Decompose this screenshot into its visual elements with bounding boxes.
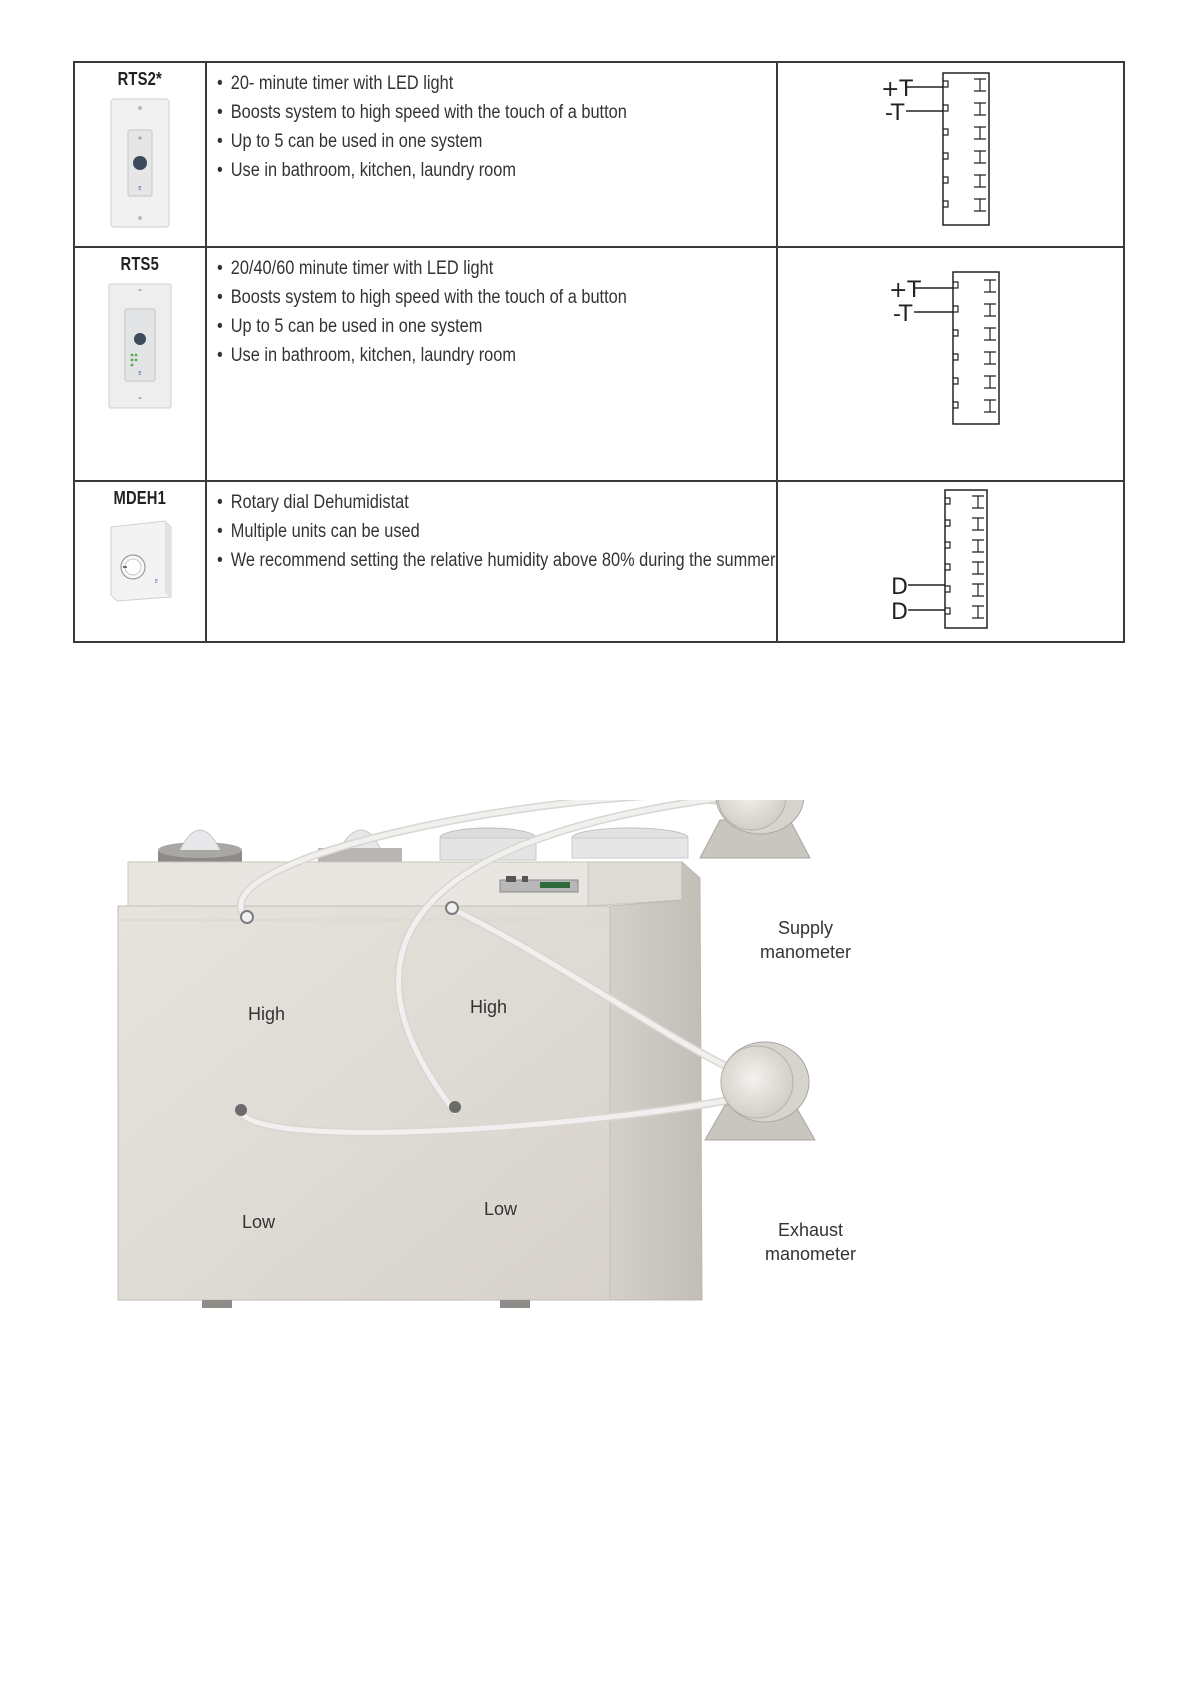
model-name: RTS5 <box>120 254 159 274</box>
port-label-high: High <box>248 1004 286 1024</box>
terminal-label: -T <box>892 302 913 327</box>
list-item: • 20/40/60 minute timer with LED light <box>217 254 698 283</box>
supply-manometer <box>700 800 810 858</box>
port-label-low: Low <box>242 1212 276 1232</box>
supply-manometer-label <box>760 916 851 964</box>
table-row <box>74 247 1124 481</box>
wiring-diagram <box>778 63 1124 246</box>
exhaust-manometer <box>705 1042 815 1140</box>
terminal-label: D <box>890 600 908 625</box>
svg-text:E: E <box>138 371 142 377</box>
supply-label-line: Supply <box>778 918 834 938</box>
list-item: • Up to 5 can be used in one system <box>217 312 698 341</box>
list-item: • Up to 5 can be used in one system <box>217 127 698 156</box>
feature-list <box>207 488 776 575</box>
list-item: • Multiple units can be used <box>217 517 698 546</box>
wiring-cell <box>777 481 1124 642</box>
terminal-label: D <box>890 575 908 600</box>
list-item: • We recommend setting the relative humidity above 80% during the summer <box>217 546 698 575</box>
list-item: • Boosts system to high speed with the touch of a button <box>217 283 698 312</box>
wiring-diagram <box>778 248 1124 480</box>
rts5-switch-image <box>108 283 172 409</box>
list-item: • 20- minute timer with LED light <box>217 69 698 98</box>
exhaust-label-line: manometer <box>765 1244 857 1264</box>
controls-table <box>73 61 1125 643</box>
list-item: • Boosts system to high speed with the touch of a button <box>217 98 698 127</box>
wiring-diagram <box>778 482 1124 641</box>
table-row <box>74 62 1124 247</box>
svg-text:E: E <box>138 186 142 192</box>
list-item: • Use in bathroom, kitchen, laundry room <box>217 341 698 370</box>
svg-text:⌃: ⌃ <box>136 396 144 405</box>
model-cell <box>74 481 206 642</box>
model-cell <box>74 62 206 247</box>
port-label-low: Low <box>484 1199 518 1219</box>
model-name: MDEH1 <box>113 488 166 508</box>
hrv-manometer-figure <box>110 800 890 1320</box>
list-item: • Rotary dial Dehumidistat <box>217 488 698 517</box>
terminal-label: -T <box>884 101 905 126</box>
exhaust-manometer-label <box>765 1218 856 1266</box>
model-name: RTS2* <box>117 69 162 89</box>
port-label-high: High <box>470 997 508 1017</box>
features-cell <box>206 247 777 481</box>
mdeh1-dehumidistat-image <box>107 517 173 603</box>
svg-text:E: E <box>154 579 158 585</box>
rts2-switch-image <box>110 98 170 228</box>
feature-list <box>207 254 776 370</box>
features-cell <box>206 481 777 642</box>
feature-list <box>207 69 776 185</box>
model-cell <box>74 247 206 481</box>
table-row <box>74 481 1124 642</box>
list-item: • Use in bathroom, kitchen, laundry room <box>217 156 698 185</box>
terminal-label: +T <box>888 278 921 303</box>
exhaust-label-line: Exhaust <box>778 1220 844 1240</box>
features-cell <box>206 62 777 247</box>
terminal-label: +T <box>880 77 913 102</box>
supply-label-line: manometer <box>760 942 852 962</box>
wiring-cell <box>777 247 1124 481</box>
wiring-cell <box>777 62 1124 247</box>
svg-text:⌃: ⌃ <box>136 288 144 297</box>
